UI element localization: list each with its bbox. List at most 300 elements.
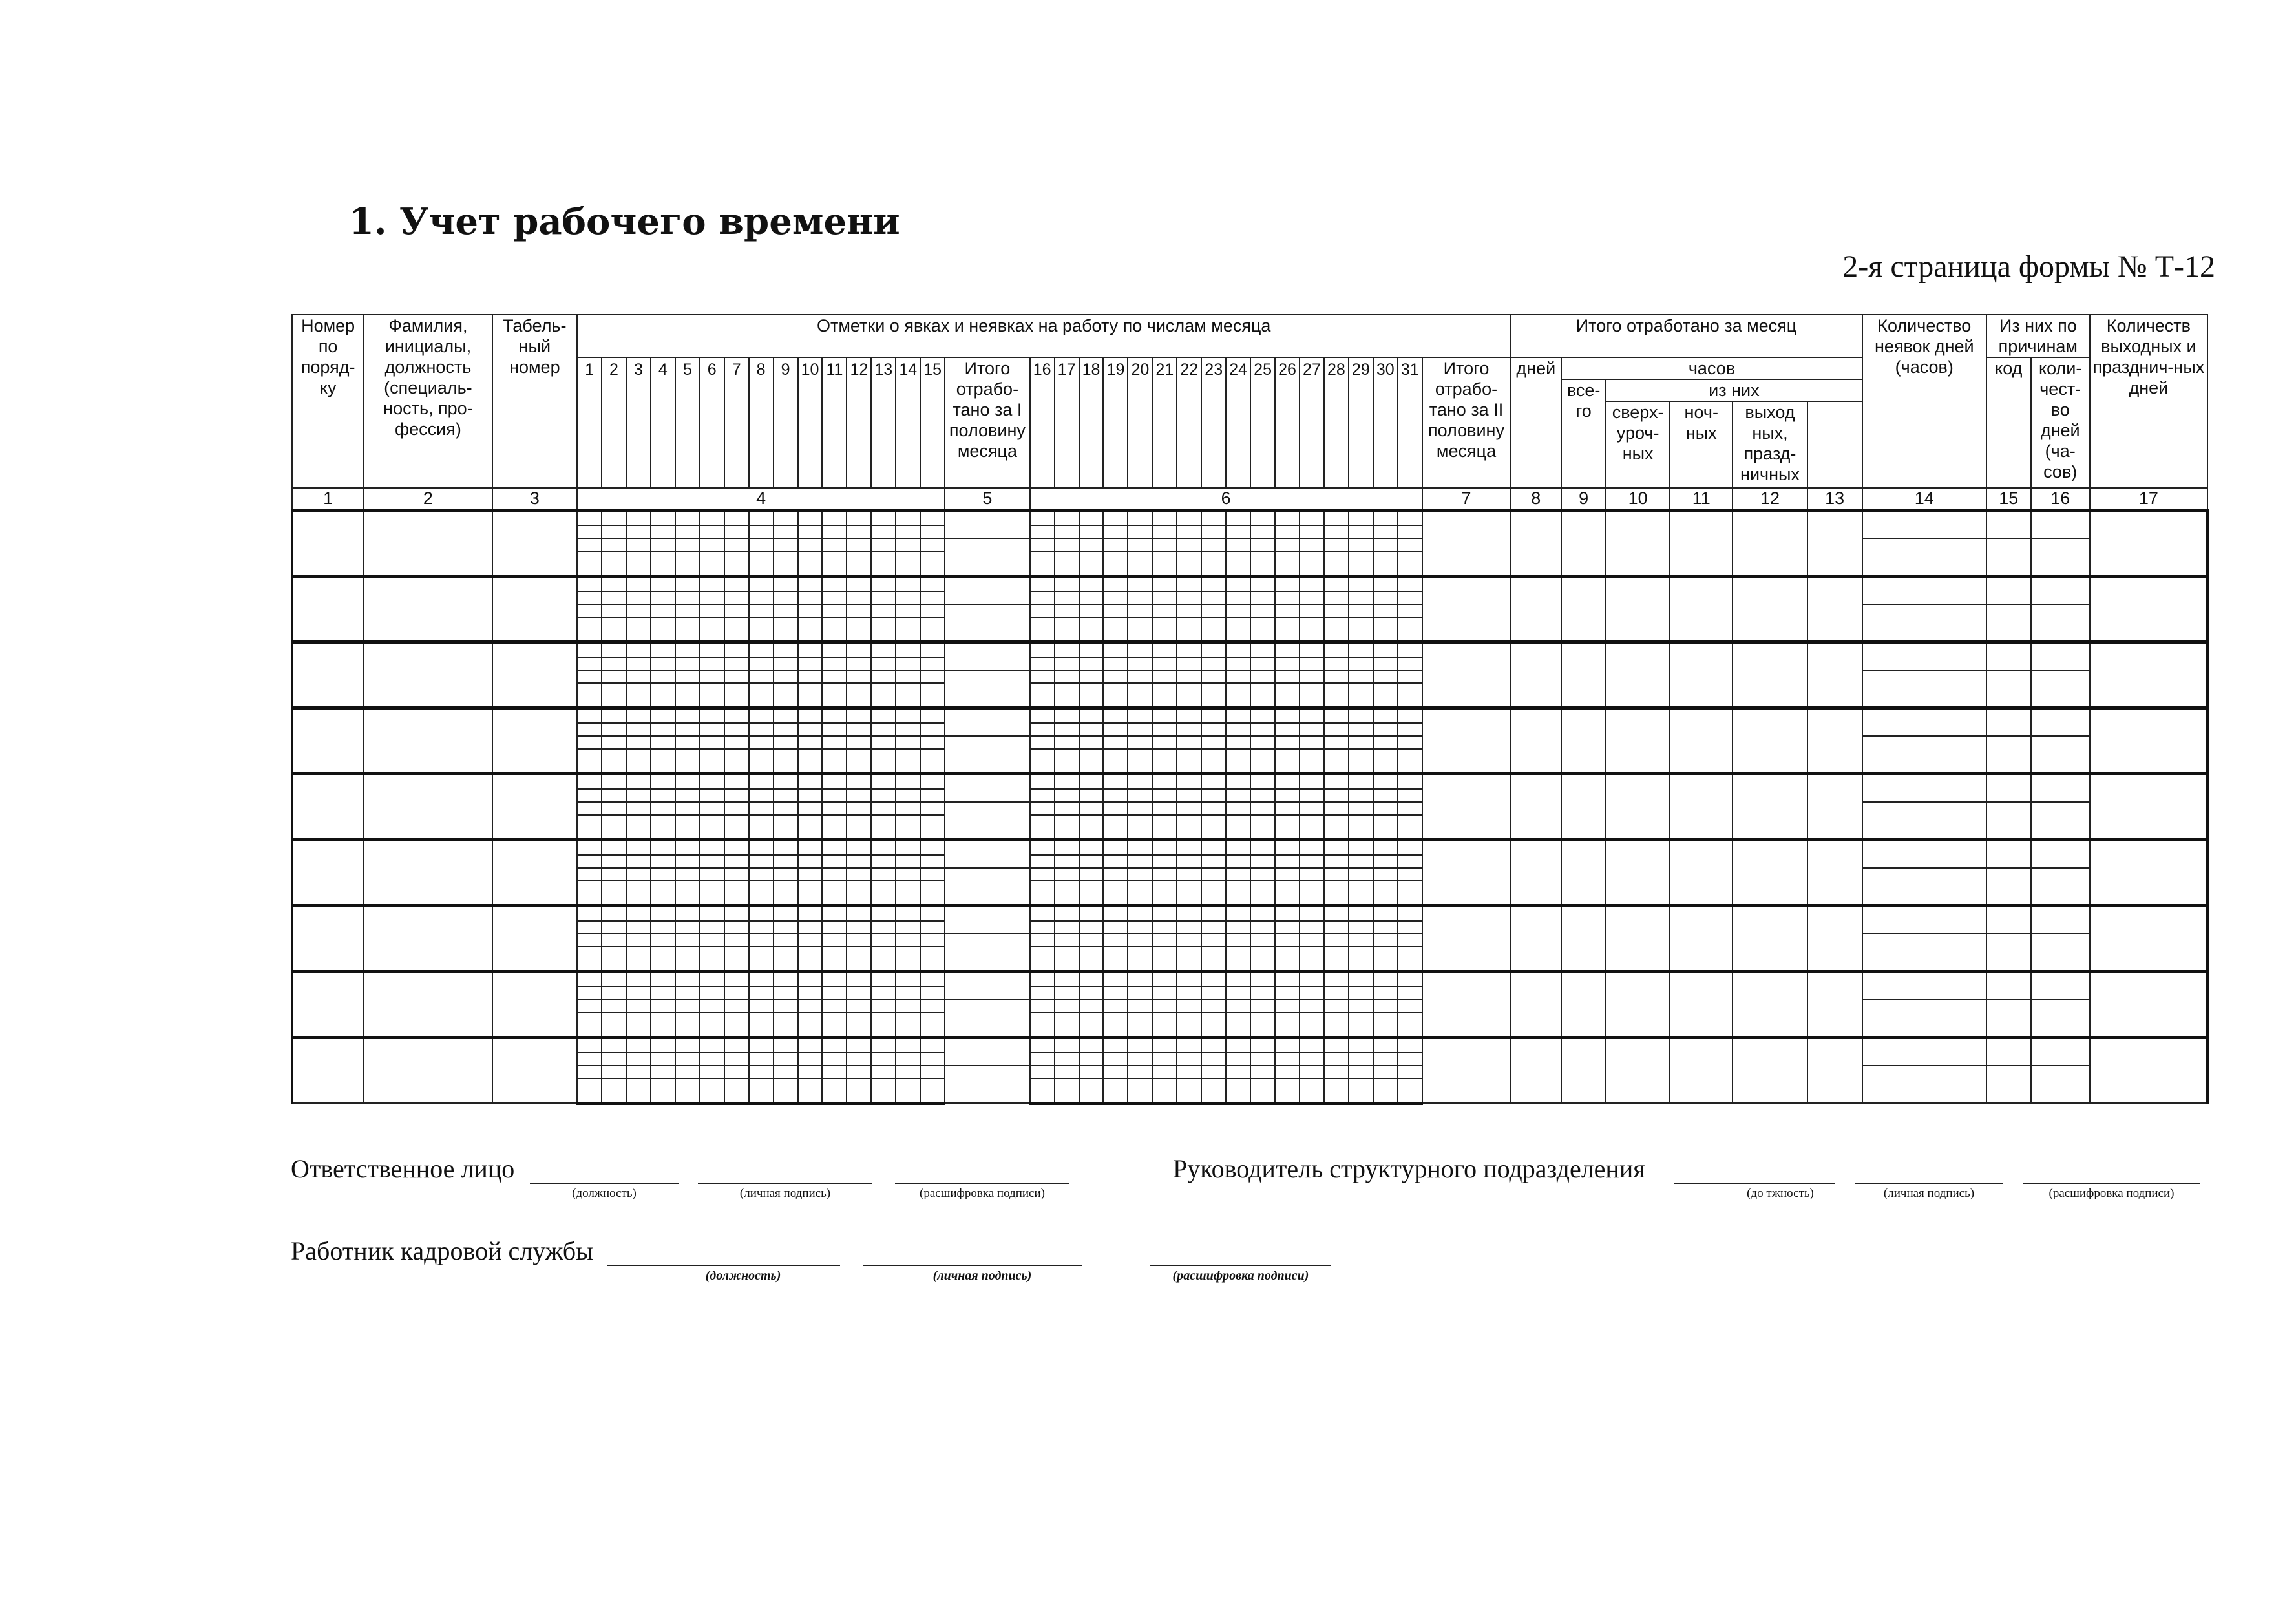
day-mark-cell[interactable] xyxy=(1373,657,1398,670)
day-mark-cell[interactable] xyxy=(798,934,823,947)
day-mark-cell[interactable] xyxy=(1103,868,1128,881)
day-mark-cell[interactable] xyxy=(871,591,896,604)
day-mark-cell[interactable] xyxy=(1324,987,1349,1000)
day-mark-cell[interactable] xyxy=(1201,591,1226,604)
day-mark-cell[interactable] xyxy=(920,723,945,736)
hours-all-cell[interactable] xyxy=(1561,839,1606,905)
day-mark-cell[interactable] xyxy=(1177,815,1201,839)
day-mark-cell[interactable] xyxy=(896,591,920,604)
day-mark-cell[interactable] xyxy=(651,576,675,591)
day-mark-cell[interactable] xyxy=(1055,670,1079,683)
day-mark-cell[interactable] xyxy=(1349,551,1373,576)
day-mark-cell[interactable] xyxy=(1103,749,1128,774)
day-mark-cell[interactable] xyxy=(1324,1066,1349,1079)
day-mark-cell[interactable] xyxy=(871,905,896,921)
day-mark-cell[interactable] xyxy=(822,881,847,905)
day-mark-cell[interactable] xyxy=(1030,987,1055,1000)
day-mark-cell[interactable] xyxy=(1201,905,1226,921)
day-mark-cell[interactable] xyxy=(675,670,700,683)
day-mark-cell[interactable] xyxy=(626,971,651,987)
day-mark-cell[interactable] xyxy=(1103,815,1128,839)
day-mark-cell[interactable] xyxy=(577,987,602,1000)
day-mark-cell[interactable] xyxy=(1373,774,1398,789)
night-cell[interactable] xyxy=(1670,642,1733,708)
day-mark-cell[interactable] xyxy=(651,736,675,749)
day-mark-cell[interactable] xyxy=(1103,921,1128,934)
day-mark-cell[interactable] xyxy=(920,921,945,934)
reason-count-cell[interactable] xyxy=(2031,708,2090,736)
day-mark-cell[interactable] xyxy=(1300,617,1324,642)
half2-total-cell[interactable] xyxy=(1422,905,1511,971)
day-mark-cell[interactable] xyxy=(651,538,675,551)
day-mark-cell[interactable] xyxy=(1300,947,1324,971)
head-decode-line[interactable] xyxy=(2023,1183,2200,1184)
tab-number-cell[interactable] xyxy=(492,839,578,905)
day-mark-cell[interactable] xyxy=(724,855,749,868)
day-mark-cell[interactable] xyxy=(822,708,847,723)
day-mark-cell[interactable] xyxy=(798,1079,823,1103)
day-mark-cell[interactable] xyxy=(1079,591,1104,604)
day-mark-cell[interactable] xyxy=(1324,971,1349,987)
day-mark-cell[interactable] xyxy=(798,839,823,855)
day-mark-cell[interactable] xyxy=(1128,839,1152,855)
day-mark-cell[interactable] xyxy=(626,591,651,604)
day-mark-cell[interactable] xyxy=(1055,802,1079,815)
day-mark-cell[interactable] xyxy=(651,934,675,947)
day-mark-cell[interactable] xyxy=(774,1053,798,1066)
day-mark-cell[interactable] xyxy=(1398,1037,1422,1053)
day-mark-cell[interactable] xyxy=(847,789,871,802)
day-mark-cell[interactable] xyxy=(871,604,896,617)
day-mark-cell[interactable] xyxy=(774,749,798,774)
day-mark-cell[interactable] xyxy=(724,683,749,708)
day-mark-cell[interactable] xyxy=(602,551,626,576)
day-mark-cell[interactable] xyxy=(1349,934,1373,947)
day-mark-cell[interactable] xyxy=(1030,921,1055,934)
day-mark-cell[interactable] xyxy=(1398,815,1422,839)
day-mark-cell[interactable] xyxy=(626,604,651,617)
day-mark-cell[interactable] xyxy=(749,591,774,604)
day-mark-cell[interactable] xyxy=(1226,591,1250,604)
day-mark-cell[interactable] xyxy=(1373,971,1398,987)
day-mark-cell[interactable] xyxy=(871,538,896,551)
day-mark-cell[interactable] xyxy=(1373,525,1398,538)
day-mark-cell[interactable] xyxy=(1201,604,1226,617)
extra-cell[interactable] xyxy=(1807,642,1862,708)
day-mark-cell[interactable] xyxy=(1152,934,1177,947)
day-mark-cell[interactable] xyxy=(1275,736,1300,749)
day-mark-cell[interactable] xyxy=(1128,617,1152,642)
day-mark-cell[interactable] xyxy=(749,723,774,736)
day-mark-cell[interactable] xyxy=(749,1000,774,1013)
day-mark-cell[interactable] xyxy=(651,802,675,815)
day-mark-cell[interactable] xyxy=(626,551,651,576)
day-mark-cell[interactable] xyxy=(1226,1066,1250,1079)
hr-decode-line[interactable] xyxy=(1150,1265,1331,1266)
day-mark-cell[interactable] xyxy=(749,905,774,921)
day-mark-cell[interactable] xyxy=(675,815,700,839)
hours-all-cell[interactable] xyxy=(1561,1037,1606,1103)
day-mark-cell[interactable] xyxy=(675,1053,700,1066)
day-mark-cell[interactable] xyxy=(896,642,920,657)
day-mark-cell[interactable] xyxy=(1128,1053,1152,1066)
day-mark-cell[interactable] xyxy=(1079,551,1104,576)
day-mark-cell[interactable] xyxy=(577,1037,602,1053)
day-mark-cell[interactable] xyxy=(602,815,626,839)
day-mark-cell[interactable] xyxy=(1177,774,1201,789)
day-mark-cell[interactable] xyxy=(774,551,798,576)
day-mark-cell[interactable] xyxy=(774,934,798,947)
day-mark-cell[interactable] xyxy=(1300,683,1324,708)
day-mark-cell[interactable] xyxy=(920,947,945,971)
day-mark-cell[interactable] xyxy=(871,617,896,642)
day-mark-cell[interactable] xyxy=(1079,670,1104,683)
day-mark-cell[interactable] xyxy=(1079,1037,1104,1053)
overtime-cell[interactable] xyxy=(1606,708,1670,774)
day-mark-cell[interactable] xyxy=(724,670,749,683)
day-mark-cell[interactable] xyxy=(724,576,749,591)
day-mark-cell[interactable] xyxy=(602,947,626,971)
day-mark-cell[interactable] xyxy=(626,855,651,868)
day-mark-cell[interactable] xyxy=(871,576,896,591)
day-mark-cell[interactable] xyxy=(822,789,847,802)
day-mark-cell[interactable] xyxy=(1275,683,1300,708)
day-mark-cell[interactable] xyxy=(602,642,626,657)
day-mark-cell[interactable] xyxy=(1177,1079,1201,1103)
day-mark-cell[interactable] xyxy=(847,921,871,934)
day-mark-cell[interactable] xyxy=(774,815,798,839)
day-mark-cell[interactable] xyxy=(1300,1079,1324,1103)
day-mark-cell[interactable] xyxy=(896,708,920,723)
day-mark-cell[interactable] xyxy=(798,868,823,881)
day-mark-cell[interactable] xyxy=(1226,657,1250,670)
day-mark-cell[interactable] xyxy=(626,642,651,657)
day-mark-cell[interactable] xyxy=(1349,815,1373,839)
day-mark-cell[interactable] xyxy=(1373,670,1398,683)
day-mark-cell[interactable] xyxy=(896,905,920,921)
day-mark-cell[interactable] xyxy=(724,1013,749,1037)
day-mark-cell[interactable] xyxy=(700,881,724,905)
day-mark-cell[interactable] xyxy=(602,749,626,774)
day-mark-cell[interactable] xyxy=(774,868,798,881)
day-mark-cell[interactable] xyxy=(675,947,700,971)
day-mark-cell[interactable] xyxy=(577,538,602,551)
day-mark-cell[interactable] xyxy=(1128,881,1152,905)
day-mark-cell[interactable] xyxy=(1349,1037,1373,1053)
day-mark-cell[interactable] xyxy=(1128,1079,1152,1103)
day-mark-cell[interactable] xyxy=(1030,905,1055,921)
day-mark-cell[interactable] xyxy=(602,934,626,947)
day-mark-cell[interactable] xyxy=(1152,971,1177,987)
day-mark-cell[interactable] xyxy=(602,1066,626,1079)
day-mark-cell[interactable] xyxy=(1201,839,1226,855)
day-mark-cell[interactable] xyxy=(1103,802,1128,815)
day-mark-cell[interactable] xyxy=(1201,774,1226,789)
reason-code-cell[interactable] xyxy=(1986,1000,2031,1037)
day-mark-cell[interactable] xyxy=(1128,642,1152,657)
day-mark-cell[interactable] xyxy=(1226,802,1250,815)
day-mark-cell[interactable] xyxy=(651,1079,675,1103)
day-mark-cell[interactable] xyxy=(1030,947,1055,971)
day-mark-cell[interactable] xyxy=(1201,1066,1226,1079)
day-mark-cell[interactable] xyxy=(1226,1053,1250,1066)
day-mark-cell[interactable] xyxy=(577,868,602,881)
day-mark-cell[interactable] xyxy=(1324,1000,1349,1013)
reason-code-cell[interactable] xyxy=(1986,1037,2031,1066)
reason-count-cell[interactable] xyxy=(2031,642,2090,670)
day-mark-cell[interactable] xyxy=(602,881,626,905)
day-mark-cell[interactable] xyxy=(1079,1000,1104,1013)
day-mark-cell[interactable] xyxy=(1250,1066,1275,1079)
day-mark-cell[interactable] xyxy=(1349,736,1373,749)
day-mark-cell[interactable] xyxy=(1201,617,1226,642)
day-mark-cell[interactable] xyxy=(700,723,724,736)
day-mark-cell[interactable] xyxy=(1275,510,1300,525)
day-mark-cell[interactable] xyxy=(822,1037,847,1053)
day-mark-cell[interactable] xyxy=(871,789,896,802)
day-mark-cell[interactable] xyxy=(1152,617,1177,642)
absence-days-cell[interactable] xyxy=(1862,934,1986,971)
day-mark-cell[interactable] xyxy=(1055,1000,1079,1013)
day-mark-cell[interactable] xyxy=(1152,591,1177,604)
day-mark-cell[interactable] xyxy=(675,855,700,868)
day-mark-cell[interactable] xyxy=(1030,723,1055,736)
day-mark-cell[interactable] xyxy=(1030,1053,1055,1066)
day-mark-cell[interactable] xyxy=(1226,774,1250,789)
day-mark-cell[interactable] xyxy=(700,525,724,538)
day-mark-cell[interactable] xyxy=(774,670,798,683)
day-mark-cell[interactable] xyxy=(920,1066,945,1079)
day-mark-cell[interactable] xyxy=(675,987,700,1000)
order-number-cell[interactable] xyxy=(292,576,364,642)
day-mark-cell[interactable] xyxy=(675,1000,700,1013)
day-mark-cell[interactable] xyxy=(700,947,724,971)
day-mark-cell[interactable] xyxy=(871,1037,896,1053)
day-mark-cell[interactable] xyxy=(1201,749,1226,774)
day-mark-cell[interactable] xyxy=(822,736,847,749)
day-mark-cell[interactable] xyxy=(724,551,749,576)
day-mark-cell[interactable] xyxy=(920,551,945,576)
day-mark-cell[interactable] xyxy=(626,670,651,683)
day-mark-cell[interactable] xyxy=(1349,642,1373,657)
weekend-days-cell[interactable] xyxy=(2090,905,2207,971)
day-mark-cell[interactable] xyxy=(724,591,749,604)
day-mark-cell[interactable] xyxy=(847,538,871,551)
day-mark-cell[interactable] xyxy=(675,905,700,921)
day-mark-cell[interactable] xyxy=(724,971,749,987)
day-mark-cell[interactable] xyxy=(871,802,896,815)
day-mark-cell[interactable] xyxy=(1373,1053,1398,1066)
day-mark-cell[interactable] xyxy=(896,947,920,971)
day-mark-cell[interactable] xyxy=(1079,881,1104,905)
day-mark-cell[interactable] xyxy=(1128,657,1152,670)
name-cell[interactable] xyxy=(364,971,492,1037)
absence-days-cell[interactable] xyxy=(1862,538,1986,576)
half1-total-cell[interactable] xyxy=(945,510,1030,538)
day-mark-cell[interactable] xyxy=(871,987,896,1000)
day-mark-cell[interactable] xyxy=(896,855,920,868)
day-mark-cell[interactable] xyxy=(920,538,945,551)
day-mark-cell[interactable] xyxy=(1152,538,1177,551)
day-mark-cell[interactable] xyxy=(1152,881,1177,905)
day-mark-cell[interactable] xyxy=(1226,947,1250,971)
day-mark-cell[interactable] xyxy=(602,576,626,591)
order-number-cell[interactable] xyxy=(292,839,364,905)
day-mark-cell[interactable] xyxy=(1177,855,1201,868)
day-mark-cell[interactable] xyxy=(920,971,945,987)
day-mark-cell[interactable] xyxy=(1275,868,1300,881)
tab-number-cell[interactable] xyxy=(492,905,578,971)
day-mark-cell[interactable] xyxy=(1103,1053,1128,1066)
day-mark-cell[interactable] xyxy=(1030,971,1055,987)
day-mark-cell[interactable] xyxy=(1349,708,1373,723)
day-mark-cell[interactable] xyxy=(774,642,798,657)
day-mark-cell[interactable] xyxy=(1398,749,1422,774)
day-mark-cell[interactable] xyxy=(724,708,749,723)
day-mark-cell[interactable] xyxy=(847,905,871,921)
day-mark-cell[interactable] xyxy=(1055,604,1079,617)
day-mark-cell[interactable] xyxy=(847,774,871,789)
day-mark-cell[interactable] xyxy=(1079,815,1104,839)
day-mark-cell[interactable] xyxy=(602,855,626,868)
day-mark-cell[interactable] xyxy=(774,855,798,868)
day-mark-cell[interactable] xyxy=(1349,921,1373,934)
day-mark-cell[interactable] xyxy=(1349,1066,1373,1079)
day-mark-cell[interactable] xyxy=(1128,1066,1152,1079)
day-mark-cell[interactable] xyxy=(700,1037,724,1053)
day-mark-cell[interactable] xyxy=(1275,774,1300,789)
day-mark-cell[interactable] xyxy=(1177,591,1201,604)
day-mark-cell[interactable] xyxy=(896,617,920,642)
night-cell[interactable] xyxy=(1670,839,1733,905)
day-mark-cell[interactable] xyxy=(602,657,626,670)
day-mark-cell[interactable] xyxy=(700,855,724,868)
day-mark-cell[interactable] xyxy=(920,683,945,708)
half2-total-cell[interactable] xyxy=(1422,576,1511,642)
day-mark-cell[interactable] xyxy=(1226,683,1250,708)
day-mark-cell[interactable] xyxy=(1226,1000,1250,1013)
day-mark-cell[interactable] xyxy=(577,815,602,839)
holiday-cell[interactable] xyxy=(1733,774,1807,839)
tab-number-cell[interactable] xyxy=(492,971,578,1037)
day-mark-cell[interactable] xyxy=(1152,576,1177,591)
day-mark-cell[interactable] xyxy=(847,617,871,642)
day-mark-cell[interactable] xyxy=(920,1013,945,1037)
reason-count-cell[interactable] xyxy=(2031,905,2090,934)
day-mark-cell[interactable] xyxy=(1055,617,1079,642)
day-mark-cell[interactable] xyxy=(1103,551,1128,576)
day-mark-cell[interactable] xyxy=(1324,855,1349,868)
hours-all-cell[interactable] xyxy=(1561,971,1606,1037)
day-mark-cell[interactable] xyxy=(626,1079,651,1103)
day-mark-cell[interactable] xyxy=(1300,708,1324,723)
day-mark-cell[interactable] xyxy=(1030,683,1055,708)
day-mark-cell[interactable] xyxy=(1128,868,1152,881)
day-mark-cell[interactable] xyxy=(1128,1000,1152,1013)
reason-code-cell[interactable] xyxy=(1986,576,2031,604)
day-mark-cell[interactable] xyxy=(1152,670,1177,683)
absence-days-cell[interactable] xyxy=(1862,905,1986,934)
day-mark-cell[interactable] xyxy=(896,1066,920,1079)
reason-code-cell[interactable] xyxy=(1986,642,2031,670)
day-mark-cell[interactable] xyxy=(1103,576,1128,591)
day-mark-cell[interactable] xyxy=(822,510,847,525)
day-mark-cell[interactable] xyxy=(1079,708,1104,723)
day-mark-cell[interactable] xyxy=(1300,1037,1324,1053)
day-mark-cell[interactable] xyxy=(847,1066,871,1079)
day-mark-cell[interactable] xyxy=(1373,868,1398,881)
day-mark-cell[interactable] xyxy=(1201,657,1226,670)
day-mark-cell[interactable] xyxy=(774,1013,798,1037)
weekend-days-cell[interactable] xyxy=(2090,839,2207,905)
day-mark-cell[interactable] xyxy=(920,802,945,815)
day-mark-cell[interactable] xyxy=(798,551,823,576)
day-mark-cell[interactable] xyxy=(774,591,798,604)
day-mark-cell[interactable] xyxy=(1324,802,1349,815)
day-mark-cell[interactable] xyxy=(1349,868,1373,881)
day-mark-cell[interactable] xyxy=(700,905,724,921)
day-mark-cell[interactable] xyxy=(847,1000,871,1013)
day-mark-cell[interactable] xyxy=(577,510,602,525)
day-mark-cell[interactable] xyxy=(1300,1066,1324,1079)
day-mark-cell[interactable] xyxy=(700,1079,724,1103)
day-mark-cell[interactable] xyxy=(1103,1066,1128,1079)
day-mark-cell[interactable] xyxy=(1226,971,1250,987)
day-mark-cell[interactable] xyxy=(798,921,823,934)
reason-count-cell[interactable] xyxy=(2031,576,2090,604)
day-mark-cell[interactable] xyxy=(920,1053,945,1066)
day-mark-cell[interactable] xyxy=(1030,576,1055,591)
reason-count-cell[interactable] xyxy=(2031,934,2090,971)
day-mark-cell[interactable] xyxy=(749,855,774,868)
day-mark-cell[interactable] xyxy=(700,551,724,576)
day-mark-cell[interactable] xyxy=(724,510,749,525)
day-mark-cell[interactable] xyxy=(700,839,724,855)
day-mark-cell[interactable] xyxy=(774,1079,798,1103)
day-mark-cell[interactable] xyxy=(1152,815,1177,839)
day-mark-cell[interactable] xyxy=(1250,708,1275,723)
day-mark-cell[interactable] xyxy=(1398,617,1422,642)
day-mark-cell[interactable] xyxy=(1324,789,1349,802)
day-mark-cell[interactable] xyxy=(1152,551,1177,576)
hours-all-cell[interactable] xyxy=(1561,905,1606,971)
day-mark-cell[interactable] xyxy=(724,657,749,670)
day-mark-cell[interactable] xyxy=(1201,525,1226,538)
day-mark-cell[interactable] xyxy=(724,987,749,1000)
day-mark-cell[interactable] xyxy=(1300,591,1324,604)
day-mark-cell[interactable] xyxy=(675,525,700,538)
day-mark-cell[interactable] xyxy=(1079,617,1104,642)
day-mark-cell[interactable] xyxy=(724,815,749,839)
day-mark-cell[interactable] xyxy=(1055,868,1079,881)
day-mark-cell[interactable] xyxy=(1226,855,1250,868)
day-mark-cell[interactable] xyxy=(1226,934,1250,947)
day-mark-cell[interactable] xyxy=(1177,683,1201,708)
day-mark-cell[interactable] xyxy=(1398,538,1422,551)
day-mark-cell[interactable] xyxy=(798,971,823,987)
day-mark-cell[interactable] xyxy=(1128,723,1152,736)
day-mark-cell[interactable] xyxy=(871,642,896,657)
day-mark-cell[interactable] xyxy=(1349,802,1373,815)
day-mark-cell[interactable] xyxy=(1177,987,1201,1000)
day-mark-cell[interactable] xyxy=(1250,855,1275,868)
day-mark-cell[interactable] xyxy=(1177,802,1201,815)
day-mark-cell[interactable] xyxy=(1103,934,1128,947)
day-mark-cell[interactable] xyxy=(675,551,700,576)
day-mark-cell[interactable] xyxy=(700,617,724,642)
order-number-cell[interactable] xyxy=(292,774,364,839)
absence-days-cell[interactable] xyxy=(1862,774,1986,802)
